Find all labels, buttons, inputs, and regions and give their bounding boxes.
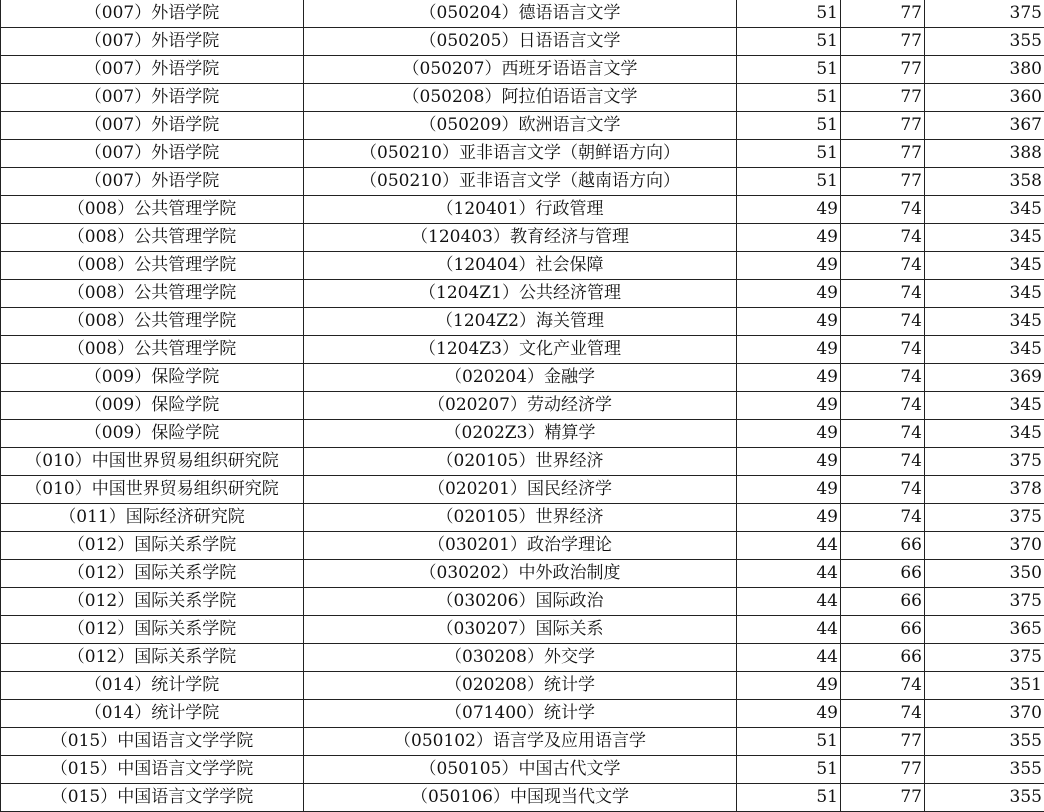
score-100-cell: 49 (737, 336, 841, 364)
major-cell: （030201）政治学理论 (304, 532, 737, 560)
total-score-cell: 355 (925, 784, 1044, 812)
major-cell: （1204Z3）文化产业管理 (304, 336, 737, 364)
score-150-cell: 77 (841, 168, 925, 196)
table-row (1, 0, 1044, 28)
score-100-cell: 49 (737, 280, 841, 308)
major-cell: （030207）国际关系 (304, 616, 737, 644)
table-row (1, 728, 1044, 756)
college-cell: （011）国际经济研究院 (1, 504, 304, 532)
table-row (1, 672, 1044, 700)
college-cell: （007）外语学院 (1, 56, 304, 84)
score-150-cell: 74 (841, 364, 925, 392)
total-score-cell: 375 (925, 644, 1044, 672)
table-row (1, 616, 1044, 644)
score-150-cell: 74 (841, 448, 925, 476)
college-cell: （008）公共管理学院 (1, 196, 304, 224)
table-row (1, 476, 1044, 504)
major-cell: （050102）语言学及应用语言学 (304, 728, 737, 756)
major-cell: （050209）欧洲语言文学 (304, 112, 737, 140)
college-cell: （008）公共管理学院 (1, 252, 304, 280)
college-cell: （009）保险学院 (1, 420, 304, 448)
score-100-cell: 44 (737, 644, 841, 672)
college-cell: （008）公共管理学院 (1, 308, 304, 336)
score-150-cell: 66 (841, 560, 925, 588)
major-cell: （030202）中外政治制度 (304, 560, 737, 588)
total-score-cell: 345 (925, 280, 1044, 308)
score-150-cell: 74 (841, 224, 925, 252)
table-row (1, 84, 1044, 112)
score-100-cell: 49 (737, 448, 841, 476)
score-150-cell: 77 (841, 0, 925, 28)
major-cell: （020207）劳动经济学 (304, 392, 737, 420)
total-score-cell: 355 (925, 28, 1044, 56)
table-row (1, 140, 1044, 168)
college-cell: （007）外语学院 (1, 168, 304, 196)
score-100-cell: 51 (737, 112, 841, 140)
table-row (1, 504, 1044, 532)
score-150-cell: 77 (841, 28, 925, 56)
total-score-cell: 355 (925, 756, 1044, 784)
total-score-cell: 370 (925, 700, 1044, 728)
college-cell: （012）国际关系学院 (1, 616, 304, 644)
table-row (1, 756, 1044, 784)
total-score-cell: 365 (925, 616, 1044, 644)
college-cell: （008）公共管理学院 (1, 280, 304, 308)
major-cell: （020204）金融学 (304, 364, 737, 392)
score-100-cell: 49 (737, 476, 841, 504)
table-row (1, 532, 1044, 560)
college-cell: （007）外语学院 (1, 84, 304, 112)
total-score-cell: 375 (925, 448, 1044, 476)
table-row (1, 420, 1044, 448)
total-score-cell: 358 (925, 168, 1044, 196)
total-score-cell: 345 (925, 308, 1044, 336)
table-row (1, 196, 1044, 224)
table-row (1, 252, 1044, 280)
major-cell: （050105）中国古代文学 (304, 756, 737, 784)
table-row (1, 784, 1044, 812)
table-row (1, 280, 1044, 308)
total-score-cell: 345 (925, 196, 1044, 224)
score-150-cell: 77 (841, 784, 925, 812)
college-cell: （014）统计学院 (1, 700, 304, 728)
score-150-cell: 74 (841, 672, 925, 700)
college-cell: （012）国际关系学院 (1, 588, 304, 616)
major-cell: （050204）德语语言文学 (304, 0, 737, 28)
total-score-cell: 378 (925, 476, 1044, 504)
score-150-cell: 77 (841, 84, 925, 112)
major-cell: （120401）行政管理 (304, 196, 737, 224)
score-150-cell: 66 (841, 588, 925, 616)
score-100-cell: 49 (737, 420, 841, 448)
score-100-cell: 44 (737, 616, 841, 644)
score-150-cell: 66 (841, 644, 925, 672)
major-cell: （120404）社会保障 (304, 252, 737, 280)
score-100-cell: 49 (737, 196, 841, 224)
score-100-cell: 49 (737, 224, 841, 252)
score-150-cell: 77 (841, 56, 925, 84)
score-100-cell: 44 (737, 588, 841, 616)
score-100-cell: 51 (737, 784, 841, 812)
college-cell: （008）公共管理学院 (1, 224, 304, 252)
score-150-cell: 74 (841, 392, 925, 420)
total-score-cell: 375 (925, 504, 1044, 532)
college-cell: （015）中国语言文学学院 (1, 756, 304, 784)
total-score-cell: 380 (925, 56, 1044, 84)
college-cell: （010）中国世界贸易组织研究院 (1, 476, 304, 504)
table-row (1, 308, 1044, 336)
total-score-cell: 350 (925, 560, 1044, 588)
score-100-cell: 51 (737, 140, 841, 168)
table-row (1, 448, 1044, 476)
score-100-cell: 44 (737, 532, 841, 560)
score-150-cell: 74 (841, 476, 925, 504)
college-cell: （010）中国世界贸易组织研究院 (1, 448, 304, 476)
total-score-cell: 367 (925, 112, 1044, 140)
table-row (1, 168, 1044, 196)
score-150-cell: 77 (841, 112, 925, 140)
score-100-cell: 51 (737, 84, 841, 112)
score-100-cell: 49 (737, 672, 841, 700)
total-score-cell: 351 (925, 672, 1044, 700)
score-100-cell: 51 (737, 56, 841, 84)
table-row (1, 336, 1044, 364)
total-score-cell: 360 (925, 84, 1044, 112)
total-score-cell: 355 (925, 728, 1044, 756)
score-100-cell: 49 (737, 252, 841, 280)
score-150-cell: 74 (841, 700, 925, 728)
table-row (1, 392, 1044, 420)
score-table-body (1, 0, 1044, 812)
total-score-cell: 345 (925, 224, 1044, 252)
college-cell: （007）外语学院 (1, 140, 304, 168)
major-cell: （030206）国际政治 (304, 588, 737, 616)
score-150-cell: 66 (841, 616, 925, 644)
major-cell: （120403）教育经济与管理 (304, 224, 737, 252)
score-100-cell: 51 (737, 28, 841, 56)
college-cell: （015）中国语言文学学院 (1, 728, 304, 756)
major-cell: （020201）国民经济学 (304, 476, 737, 504)
college-cell: （014）统计学院 (1, 672, 304, 700)
major-cell: （071400）统计学 (304, 700, 737, 728)
major-cell: （050210）亚非语言文学（越南语方向） (304, 168, 737, 196)
score-100-cell: 51 (737, 728, 841, 756)
score-150-cell: 77 (841, 756, 925, 784)
college-cell: （008）公共管理学院 (1, 336, 304, 364)
score-100-cell: 49 (737, 504, 841, 532)
major-cell: （050210）亚非语言文学（朝鲜语方向） (304, 140, 737, 168)
college-cell: （009）保险学院 (1, 364, 304, 392)
score-100-cell: 49 (737, 392, 841, 420)
score-100-cell: 51 (737, 0, 841, 28)
score-100-cell: 44 (737, 560, 841, 588)
total-score-cell: 345 (925, 392, 1044, 420)
major-cell: （1204Z1）公共经济管理 (304, 280, 737, 308)
table-row (1, 28, 1044, 56)
college-cell: （007）外语学院 (1, 112, 304, 140)
college-cell: （015）中国语言文学学院 (1, 784, 304, 812)
score-150-cell: 74 (841, 196, 925, 224)
table-row (1, 224, 1044, 252)
table-row (1, 364, 1044, 392)
total-score-cell: 370 (925, 532, 1044, 560)
table-row (1, 112, 1044, 140)
total-score-cell: 345 (925, 252, 1044, 280)
college-cell: （012）国际关系学院 (1, 532, 304, 560)
score-150-cell: 66 (841, 532, 925, 560)
score-100-cell: 49 (737, 700, 841, 728)
score-150-cell: 74 (841, 336, 925, 364)
major-cell: （0202Z3）精算学 (304, 420, 737, 448)
score-100-cell: 51 (737, 168, 841, 196)
total-score-cell: 369 (925, 364, 1044, 392)
score-100-cell: 51 (737, 756, 841, 784)
major-cell: （050205）日语语言文学 (304, 28, 737, 56)
major-cell: （030208）外交学 (304, 644, 737, 672)
score-100-cell: 49 (737, 364, 841, 392)
score-150-cell: 77 (841, 140, 925, 168)
college-cell: （007）外语学院 (1, 0, 304, 28)
total-score-cell: 375 (925, 588, 1044, 616)
table-row (1, 700, 1044, 728)
score-150-cell: 74 (841, 420, 925, 448)
total-score-cell: 388 (925, 140, 1044, 168)
score-150-cell: 74 (841, 504, 925, 532)
major-cell: （050106）中国现当代文学 (304, 784, 737, 812)
score-150-cell: 74 (841, 308, 925, 336)
college-cell: （007）外语学院 (1, 28, 304, 56)
table-row (1, 644, 1044, 672)
major-cell: （050208）阿拉伯语语言文学 (304, 84, 737, 112)
college-cell: （012）国际关系学院 (1, 560, 304, 588)
score-100-cell: 49 (737, 308, 841, 336)
table-row (1, 56, 1044, 84)
total-score-cell: 375 (925, 0, 1044, 28)
major-cell: （020208）统计学 (304, 672, 737, 700)
table-row (1, 588, 1044, 616)
major-cell: （020105）世界经济 (304, 448, 737, 476)
score-150-cell: 74 (841, 252, 925, 280)
major-cell: （1204Z2）海关管理 (304, 308, 737, 336)
college-cell: （009）保险学院 (1, 392, 304, 420)
total-score-cell: 345 (925, 336, 1044, 364)
major-cell: （020105）世界经济 (304, 504, 737, 532)
table-row (1, 560, 1044, 588)
college-cell: （012）国际关系学院 (1, 644, 304, 672)
score-150-cell: 74 (841, 280, 925, 308)
total-score-cell: 345 (925, 420, 1044, 448)
score-150-cell: 77 (841, 728, 925, 756)
major-cell: （050207）西班牙语语言文学 (304, 56, 737, 84)
